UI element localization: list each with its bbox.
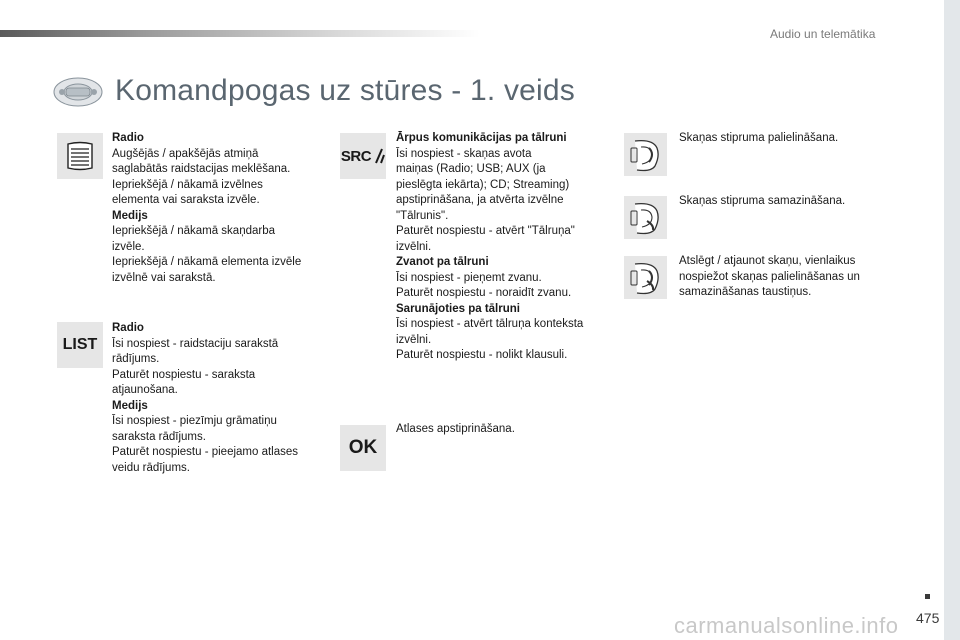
- text-line: Skaņas stipruma samazināšana.: [679, 195, 846, 207]
- text-line: izvēlni.: [396, 240, 432, 253]
- src-button-label: SRC: [340, 147, 372, 165]
- text-line: "Tālrunis".: [396, 209, 449, 222]
- page-number: 475: [916, 610, 940, 626]
- col2-block2-text: [396, 422, 515, 438]
- text-line: veidu rādījums.: [112, 461, 190, 474]
- src-phone-button[interactable]: [340, 133, 386, 179]
- text-line: Īsi nospiest - piezīmju grāmatiņu: [112, 415, 277, 427]
- text-line: saraksta rādījums.: [112, 430, 206, 443]
- watermark: carmanualsonline.info: [674, 613, 899, 638]
- page-dot: [925, 594, 930, 599]
- subheading: Zvanot pa tālruni: [396, 256, 489, 268]
- mute-button[interactable]: [624, 256, 667, 299]
- text-line: nospiežot skaņas palielināšanas un: [679, 270, 860, 283]
- text-line: atjaunošana.: [112, 384, 178, 396]
- text-line: Skaņas stipruma palielināšana.: [679, 132, 839, 144]
- text-line: Īsi nospiest - pieņemt zvanu.: [396, 271, 542, 284]
- text-line: Paturēt nospiestu - nolikt klausuli.: [396, 349, 568, 361]
- text-line: Iepriekšējā / nākamā skaņdarba: [112, 225, 276, 237]
- header-gradient-bar: [0, 30, 480, 37]
- col1-block2-text: [112, 321, 298, 476]
- text-line: Atslēgt / atjaunot skaņu, vienlaikus: [679, 255, 856, 267]
- scroll-wheel-icon: [62, 138, 98, 174]
- section-label: Audio un telemātika: [770, 27, 876, 41]
- page-edge-strip: [944, 0, 960, 640]
- col3-block1-text: [679, 131, 838, 147]
- steering-controls-icon: [52, 76, 104, 108]
- col3-block2-text: [679, 194, 845, 210]
- page-title: Komandpogas uz stūres - 1. veids: [115, 74, 575, 107]
- subheading: Ārpus komunikācijas pa tālruni: [396, 132, 567, 144]
- list-button[interactable]: [57, 322, 103, 368]
- subheading: Radio: [112, 132, 144, 144]
- ok-button-label: OK: [348, 437, 378, 458]
- volume-down-button-icon: [627, 199, 665, 237]
- col3-block3-text: [679, 254, 860, 301]
- text-line: Augšējās / apakšējās atmiņā: [112, 147, 259, 160]
- text-line: saglabātās raidstacijas meklēšana.: [112, 163, 291, 175]
- text-line: samazināšanas taustiņus.: [679, 286, 812, 298]
- text-line: Iepriekšējā / nākamā izvēlnes: [112, 178, 263, 191]
- subheading: Sarunājoties pa tālruni: [396, 302, 520, 315]
- text-line: Īsi nospiest - skaņas avota: [396, 147, 532, 160]
- ok-button[interactable]: [340, 425, 386, 471]
- subheading: Radio: [112, 322, 144, 334]
- text-line: Iepriekšējā / nākamā elementa izvēle: [112, 256, 302, 268]
- subheading: Medijs: [112, 209, 148, 222]
- subheading: Medijs: [112, 399, 148, 412]
- text-line: Īsi nospiest - atvērt tālruņa konteksta: [396, 318, 584, 330]
- text-line: Atlases apstiprināšana.: [396, 423, 515, 435]
- text-line: Paturēt nospiestu - atvērt "Tālruņa": [396, 225, 575, 237]
- text-line: pieslēgta iekārta); CD; Streaming): [396, 178, 570, 191]
- volume-down-button[interactable]: [624, 196, 667, 239]
- text-line: rādījums.: [112, 353, 160, 365]
- list-button-label: LIST: [62, 336, 98, 353]
- text-line: izvēlni.: [396, 333, 432, 346]
- col2-block1-text: [396, 131, 583, 364]
- text-line: apstiprināšana, ja atvērta izvēlne: [396, 194, 564, 206]
- text-line: Paturēt nospiestu - pieejamo atlases: [112, 446, 299, 458]
- text-line: Paturēt nospiestu - saraksta: [112, 368, 256, 381]
- text-line: izvēle.: [112, 240, 145, 253]
- col1-block1-text: [112, 131, 301, 286]
- scroll-wheel-button[interactable]: [57, 133, 103, 179]
- text-line: Īsi nospiest - raidstaciju sarakstā: [112, 337, 279, 350]
- volume-up-button-icon: [627, 136, 665, 174]
- text-line: elementa vai saraksta izvēle.: [112, 194, 260, 206]
- text-line: Paturēt nospiestu - noraidīt zvanu.: [396, 287, 572, 299]
- phone-handset-icon: [373, 148, 385, 164]
- mute-button-icon: [627, 259, 665, 297]
- text-line: maiņas (Radio; USB; AUX (ja: [396, 163, 546, 175]
- text-line: izvēlnē vai sarakstā.: [112, 271, 216, 284]
- volume-up-button[interactable]: [624, 133, 667, 176]
